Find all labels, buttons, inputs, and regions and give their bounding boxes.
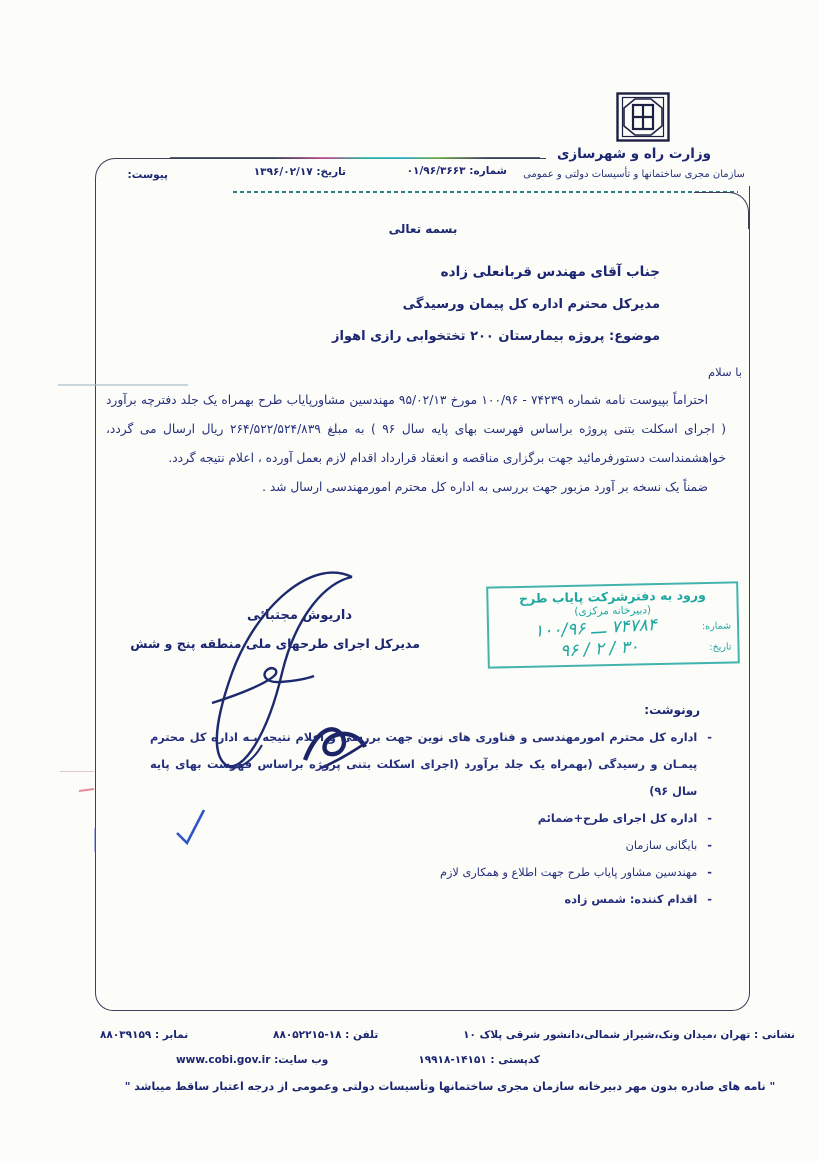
cc-dash: - (707, 839, 712, 852)
stamp-date-value: ۳۰ / ۲ / ۹۶ (559, 637, 640, 662)
footer-website (176, 1054, 328, 1066)
footer-postal-row (100, 1054, 660, 1066)
receiving-stamp (486, 581, 740, 668)
letter-date-value: ۱۳۹۶/۰۲/۱۷ (253, 166, 313, 178)
cc-heading: رونوشت: (644, 703, 700, 717)
stamp-number-label: شماره: (701, 620, 732, 632)
footer-website-url: www.cobi.gov.ir (175, 1054, 271, 1066)
scan-artifact-pink-mark (79, 788, 94, 792)
letter-date-field (228, 166, 346, 178)
salutation: با سلام (708, 365, 742, 379)
cc-dash: - (707, 812, 712, 825)
stamp-date-label: تاریخ: (709, 641, 732, 653)
scan-artifact-rainbow-line (170, 157, 540, 159)
signer-name: داریوش مجتبائی (246, 608, 352, 623)
stamp-subtitle: (دبیرخانه مرکزی) (574, 604, 652, 618)
cc-item-text: مهندسین مشاور پایاب طرح جهت اطلاع و همکاری لازم (439, 866, 698, 879)
cc-item-text: اداره کل اجرای طرح+ضمائم (537, 812, 698, 825)
letter-date-label: تاریخ: (316, 166, 346, 178)
cc-item (150, 832, 712, 859)
footer-disclaimer: " نامه های صادره بدون مهر دبیرخانه سازمان مجری ساختمانها وتأسیسات دولتی وعمومی از درجه اعتبار ساقط میباشد " (124, 1080, 776, 1093)
scan-artifact-blue-mark (94, 828, 96, 852)
letter-body (106, 386, 726, 502)
cc-item-text: اقدام کننده: شمس زاده (564, 893, 698, 906)
cc-item-text: بایگانی سازمان (625, 839, 698, 852)
recipient-title: مدیرکل محترم اداره کل پیمان ورسیدگی (402, 297, 660, 312)
stamp-title: ورود به دفترشرکت پایاب طرح (518, 587, 706, 606)
header-dashed-divider (233, 191, 738, 193)
letter-subject: موضوع: پروژه بیمارستان ۲۰۰ تختخوابی رازی اهواز (332, 329, 660, 344)
letter-number-value: ۰۱/۹۶/۳۶۶۳ (406, 165, 466, 177)
footer-phone: تلفن : ۱۸-۸۸۰۵۲۲۱۵ (273, 1029, 379, 1041)
cc-item (150, 886, 712, 913)
cc-item-text: اداره کل محترم امورمهندسی و فناوری های نوین جهت بررسی و اعلام نتیجه بـه اداره کل محترم پیمـان و رسیدگی (بهمراه یک جلد برآورد (اجرای اسکلت بتنی پروژه براساس فهرست بهای پایه سال ۹۶) (150, 731, 698, 798)
cc-item (150, 805, 712, 832)
checkmark-icon (172, 806, 210, 848)
recipient-name: جناب آقای مهندس قربانعلی زاده (440, 264, 660, 280)
scan-artifact (60, 771, 94, 772)
cc-item (150, 859, 712, 886)
ministry-name: وزارت راه و شهرسازی (556, 146, 712, 162)
letter-frame-top-right (694, 192, 749, 229)
cc-list (150, 724, 712, 913)
ministry-logo-emblem-icon (616, 92, 670, 142)
attachment-field (108, 169, 168, 181)
organization-name: سازمان مجری ساختمانها و تأسیسات دولتی و عمومی (523, 169, 745, 180)
footer-contact-row (100, 1029, 795, 1041)
attachment-label: پیوست: (127, 169, 168, 181)
cc-dash: - (707, 731, 712, 744)
footer-website-label: وب سایت: (274, 1054, 329, 1066)
footer-postal-code: کدپستی : ۱۴۱۵۱-۱۹۹۱۸ (418, 1054, 540, 1066)
signer-title: مدیرکل اجرای طرحهای ملی منطقه پنج و شش (130, 636, 420, 651)
footer-address: نشانی : تهران ،میدان ونک،شیراز شمالی،دانشور شرقی پلاک ۱۰ (463, 1029, 795, 1041)
footer-fax: نمابر : ۸۸۰۳۹۱۵۹ (100, 1029, 189, 1041)
cc-dash: - (707, 893, 712, 906)
stamp-number-value: ۷۴۷۸۴ ـــ ۱۰۰/۹۶ (533, 614, 658, 642)
besmeleh: بسمه تعالی (388, 222, 458, 236)
cc-item (150, 724, 712, 805)
letter-number-label: شماره: (469, 165, 507, 177)
body-paragraph-1: احتراماً بپیوست نامه شماره ۷۴۲۳۹ - ۱۰۰/۹۶ مورخ ۹۵/۰۲/۱۳ مهندسین مشاورپایاب طرح بهمراه یک جلد دفترچه برآورد ( اجرای اسکلت بتنی پروژه براساس فهرست بهای پایه سال ۹۶ ) به مبلغ ۲۶۴/۵۲۲/۵۲۴/۸۳۹ ریال ارسال می گردد، خواهشمنداست دستورفرمائید جهت برگزاری مناقصه و انعقاد قرارداد اقدام لازم بعمل آورده ، اعلام نتیجه گردد. (106, 393, 726, 465)
letter-number-field (345, 165, 507, 177)
body-paragraph-2: ضمناً یک نسخه بر آورد مزبور جهت بررسی به اداره کل محترم امورمهندسی ارسال شد . (262, 480, 708, 494)
cc-dash: - (707, 866, 712, 879)
